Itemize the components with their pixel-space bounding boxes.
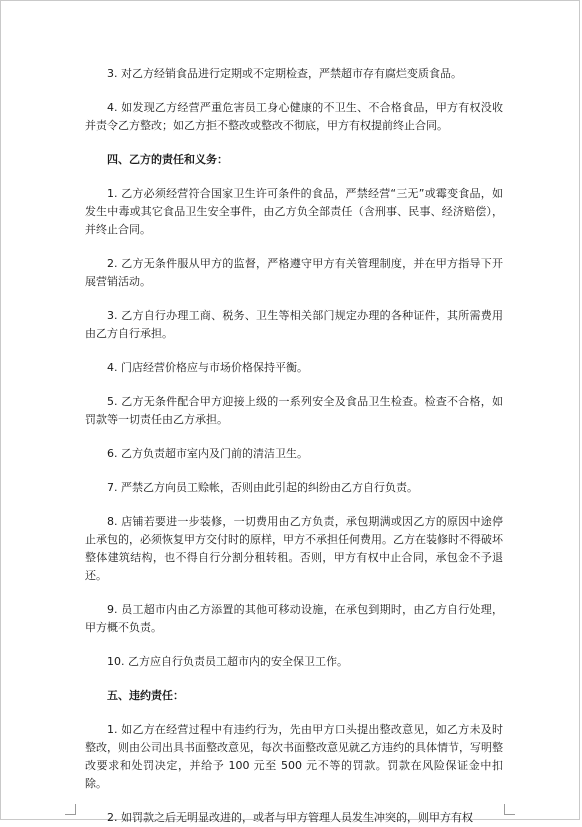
page-corner-mark-right	[504, 804, 515, 815]
clause-5-2: 2. 如罚款之后无明显改进的，或者与甲方管理人员发生冲突的，则甲方有权	[107, 811, 473, 824]
clause-3-3: 4. 如发现乙方经营严重危害员工身心健康的不卫生、不合格食品，甲方有权没收并责令乙方整改；如乙方拒不整改或整改不彻底，甲方有权提前终止合同。	[85, 101, 503, 132]
section-heading-5: 五、违约责任：	[107, 689, 184, 702]
clause-4-7: 7. 严禁乙方向员工赊帐，否则由此引起的纠纷由乙方自行负责。	[107, 481, 418, 494]
clause-4-8: 8. 店铺若要进一步装修，一切费用由乙方负责，承包期满或因乙方的原因中途停止承包的，必须恢复甲方交付时的原样，甲方不承担任何费用。乙方在装修时不得破坏整体建筑结构，也不得自行分割分租转租。否则，甲方有权中止合同，承包金不予退还。	[85, 515, 503, 582]
clause-4-6: 6. 乙方负责超市室内及门前的清洁卫生。	[107, 447, 308, 460]
page-corner-mark-left	[65, 804, 76, 815]
clause-5-1: 1. 如乙方在经营过程中有违约行为，先由甲方口头提出整改意见，如乙方未及时整改，则由公司出具书面整改意见，每次书面整改意见就乙方违约的具体情节，写明整改要求和处罚决定，并给予 100 元至 500 元不等的罚款。罚款在风险保证金中扣除。	[85, 723, 503, 790]
clause-3-2: 3. 对乙方经销食品进行定期或不定期检查，严禁超市存有腐烂变质食品。	[107, 67, 462, 80]
clause-4-10: 10. 乙方应自行负责员工超市内的安全保卫工作。	[107, 655, 348, 668]
clause-4-4: 4. 门店经营价格应与市场价格保持平衡。	[107, 361, 308, 374]
clause-4-9: 9. 员工超市内由乙方添置的其他可移动设施，在承包到期时，由乙方自行处理，甲方概不负责。	[85, 603, 503, 634]
clause-4-2: 2. 乙方无条件服从甲方的监督，严格遵守甲方有关管理制度，并在甲方指导下开展营销活动。	[85, 257, 503, 288]
section-heading-4: 四、乙方的责任和义务：	[107, 153, 228, 166]
clause-4-5: 5. 乙方无条件配合甲方迎接上级的一系列安全及食品卫生检查。检查不合格，如罚款等一切责任由乙方承担。	[85, 395, 503, 426]
clause-4-3: 3. 乙方自行办理工商、税务、卫生等相关部门规定办理的各种证件，其所需费用由乙方自行承担。	[85, 309, 503, 340]
clause-4-1: 1. 乙方必须经营符合国家卫生许可条件的食品，严禁经营“三无”或霉变食品，如发生中毒或其它食品卫生安全事件，由乙方负全部责任（含刑事、民事、经济赔偿），并终止合同。	[85, 187, 503, 236]
document-body	[85, 65, 503, 827]
